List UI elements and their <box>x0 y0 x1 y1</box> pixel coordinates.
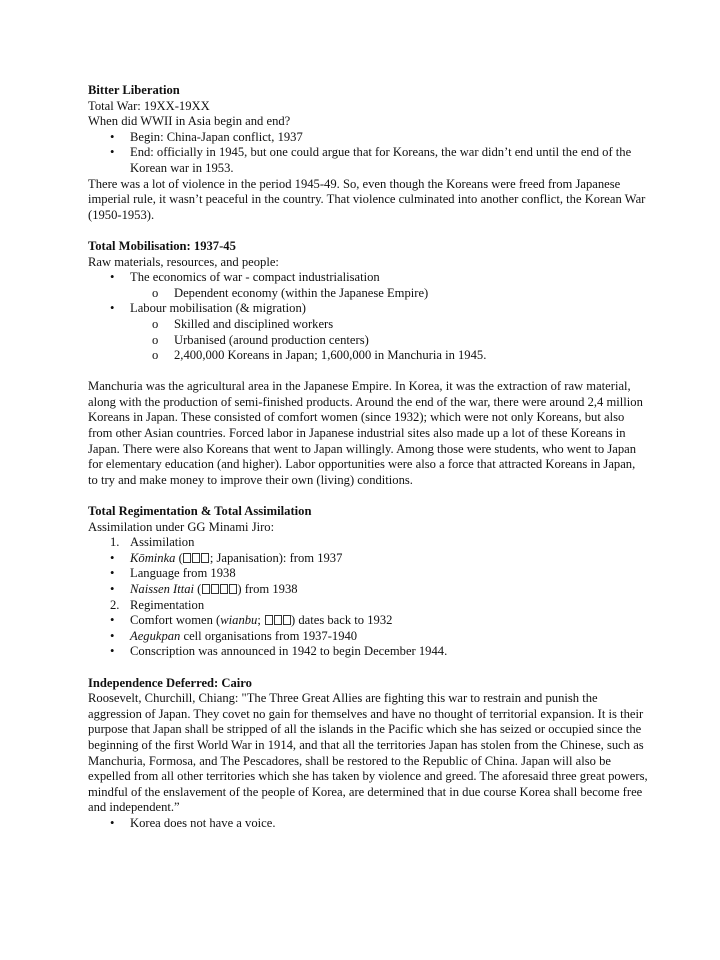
missing-glyph-icon <box>201 582 237 596</box>
bullet-marker: • <box>110 550 115 565</box>
bullet-marker: • <box>110 815 115 830</box>
list-item: • Conscription was announced in 1942 to begin December 1944. <box>110 644 448 659</box>
s1-paragraph: There was a lot of violence in the period 1945-49. So, even though the Koreans were freed from Japanese imperial rule, it wasn’t peaceful in the country. That violence culminated into another conflict, the Korean War (1950-1953). <box>88 176 646 222</box>
bullet-marker: • <box>110 129 115 144</box>
list-item: • The economics of war - compact industrialisation <box>110 270 380 285</box>
cairo-quote-paragraph: Roosevelt, Churchill, Chiang: "The Three Great Allies are fighting this war to restrain and punish the aggression of Japan. They covet no gain for themselves and have no thought of territorial expansion. It is their purpose that Japan shall be stripped of all the islands in the Pacific which she has seized or occupied since the beginning of the first World War in 1914, and that all the territories Japan has stolen from the Chinese, such as Manchuria, Formosa, and The Pescadores, shall be restored to the Republic of China. Japan will also be expelled from all other territories which she has taken by violence and greed. The aforesaid three great powers, mindful of the enslavement of the people of Korea, are determined that in due course Korea shall become free and independent.” <box>88 691 648 815</box>
missing-glyph-icon <box>264 613 291 627</box>
heading-independence-deferred: Independence Deferred: Cairo <box>88 675 252 690</box>
number-marker: 2. <box>110 597 120 612</box>
bullet-marker: • <box>110 145 115 160</box>
sub-bullet-marker: o <box>152 332 159 347</box>
bullet-marker: • <box>110 301 115 316</box>
list-item: • End: officially in 1945, but one could argue that for Koreans, the war didn’t end until the end of the Korean war in 1953. <box>110 145 632 175</box>
bullet-marker: • <box>110 628 115 643</box>
document-body <box>88 83 648 832</box>
s4-bullet-list <box>88 816 648 832</box>
list-item: • Labour mobilisation (& migration) <box>110 301 306 316</box>
s3-list <box>88 535 648 660</box>
heading-bitter-liberation: Bitter Liberation <box>88 83 180 97</box>
wwii-question: When did WWII in Asia begin and end? <box>88 114 291 129</box>
heading-total-regimentation: Total Regimentation & Total Assimilation <box>88 504 312 519</box>
sub-list-item: o Skilled and disciplined workers <box>152 316 334 331</box>
missing-glyph-icon <box>183 551 210 565</box>
list-item: • Language from 1938 <box>110 566 236 581</box>
s1-bullet-list <box>88 130 648 177</box>
list-item: • Korea does not have a voice. <box>110 815 276 830</box>
s2-paragraph: Manchuria was the agricultural area in the Japanese Empire. In Korea, it was the extraction of raw material, along with the production of semi-finished products. Around the end of the war, there were around 2,4 million Koreans in Japan. These consisted of comfort women (since 1932); which were not only Koreans, but also from other Asian countries. Forced labor in Japanese industrial sites also made up a lot of these Koreans in Japan. There were also Koreans that went to Japan willingly. Among those were students, who went to Japan for elementary education (and higher). Labor opportunities were also a force that attracted Koreans in Japan, to try and make money to improve their own (living) conditions. <box>88 379 643 487</box>
list-item: • Begin: China-Japan conflict, 1937 <box>110 129 303 144</box>
sub-bullet-marker: o <box>152 285 159 300</box>
list-item: • Naissen Ittai ( ) from 1938 <box>110 582 298 596</box>
heading-total-mobilisation: Total Mobilisation: 1937-45 <box>88 238 236 253</box>
sub-list-item: o Urbanised (around production centers) <box>152 332 369 347</box>
numbered-item: 1. Assimilation <box>110 535 195 550</box>
list-item: • Kōminka ( ; Japanisation): from 1937 <box>110 550 343 565</box>
list-item: • Comfort women (wianbu; ) dates back to 1932 <box>110 613 393 628</box>
assimilation-line: Assimilation under GG Minami Jiro: <box>88 519 275 534</box>
sub-bullet-marker: o <box>152 316 159 331</box>
bullet-marker: • <box>110 566 115 581</box>
numbered-item: 2. Regimentation <box>110 597 205 612</box>
sub-list-item: o Dependent economy (within the Japanese Empire) <box>152 285 429 300</box>
sub-bullet-marker: o <box>152 348 159 363</box>
number-marker: 1. <box>110 535 120 550</box>
raw-materials-line: Raw materials, resources, and people: <box>88 254 279 269</box>
s2-bullet-list <box>88 270 648 364</box>
sub-list-item: o 2,400,000 Koreans in Japan; 1,600,000 in Manchuria in 1945. <box>152 348 487 363</box>
bullet-marker: • <box>110 582 115 596</box>
total-war-line: Total War: 19XX-19XX <box>88 98 210 113</box>
list-item: • Aegukpan cell organisations from 1937-1940 <box>110 628 358 643</box>
bullet-marker: • <box>110 644 115 659</box>
bullet-marker: • <box>110 270 115 285</box>
bullet-marker: • <box>110 613 115 628</box>
